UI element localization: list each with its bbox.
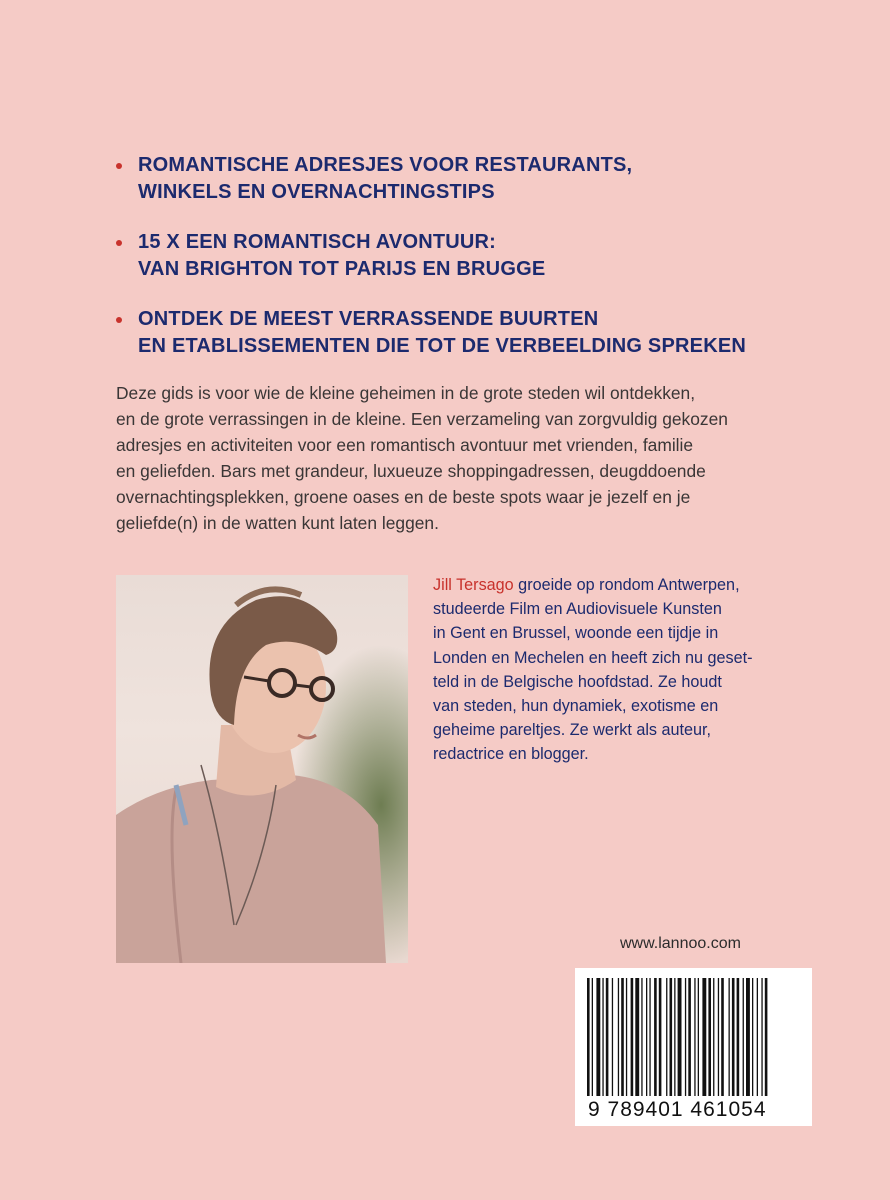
feature-item [116,229,816,283]
feature-line: EN ETABLISSEMENTEN DIE TOT DE VERBEELDING SPREKEN [138,335,747,357]
author-bio-line: studeerde Film en Audiovisuele Kunsten [433,600,722,619]
intro-line: adresjes en activiteiten voor een romantisch avontuur met vrienden, familie [116,435,694,455]
author-name: Jill Tersago [433,576,514,594]
author-photo [116,575,408,963]
bullet-dot-icon [116,240,122,246]
author-bio-line: geheime pareltjes. Ze werkt als auteur, [433,721,712,740]
feature-item [116,306,816,360]
feature-list [116,152,816,383]
author-bio-first-line [433,573,788,597]
author-bio-line: in Gent en Brussel, woonde een tijdje in [433,624,719,643]
author-portrait-illustration [116,575,408,963]
feature-line: 15 X EEN ROMANTISCH AVONTUUR: [138,231,497,253]
feature-line: ROMANTISCHE ADRESJES VOOR RESTAURANTS, [138,154,633,176]
author-bio-line: redactrice en blogger. [433,745,589,764]
intro-line: geliefde(n) in de watten kunt laten leggen. [116,513,439,533]
feature-line: WINKELS EN OVERNACHTINGSTIPS [138,181,495,203]
intro-line: overnachtingsplekken, groene oases en de beste spots waar je jezelf en je [116,487,691,507]
bullet-dot-icon [116,163,122,169]
intro-paragraph [116,380,796,536]
author-bio [433,573,788,767]
intro-line: en geliefden. Bars met grandeur, luxueuze shoppingadressen, deugddoende [116,461,706,481]
intro-line: en de grote verrassingen in de kleine. Een verzameling van zorgvuldig gekozen [116,409,728,429]
feature-line: ONTDEK DE MEEST VERRASSENDE BUURTEN [138,308,599,330]
author-bio-text: groeide op rondom Antwerpen, [513,576,740,594]
isbn-digits: 9 789401 461054 [588,1098,767,1121]
publisher-website: www.lannoo.com [620,935,741,952]
author-bio-line: van steden, hun dynamiek, exotisme en [433,697,719,716]
intro-line: Deze gids is voor wie de kleine geheimen in de grote steden wil ontdekken, [116,383,696,403]
feature-line: VAN BRIGHTON TOT PARIJS EN BRUGGE [138,258,546,280]
author-bio-line: Londen en Mechelen en heeft zich nu geset- [433,648,753,667]
feature-item [116,152,816,206]
author-bio-line: teld in de Belgische hoofdstad. Ze houdt [433,672,722,691]
bullet-dot-icon [116,317,122,323]
